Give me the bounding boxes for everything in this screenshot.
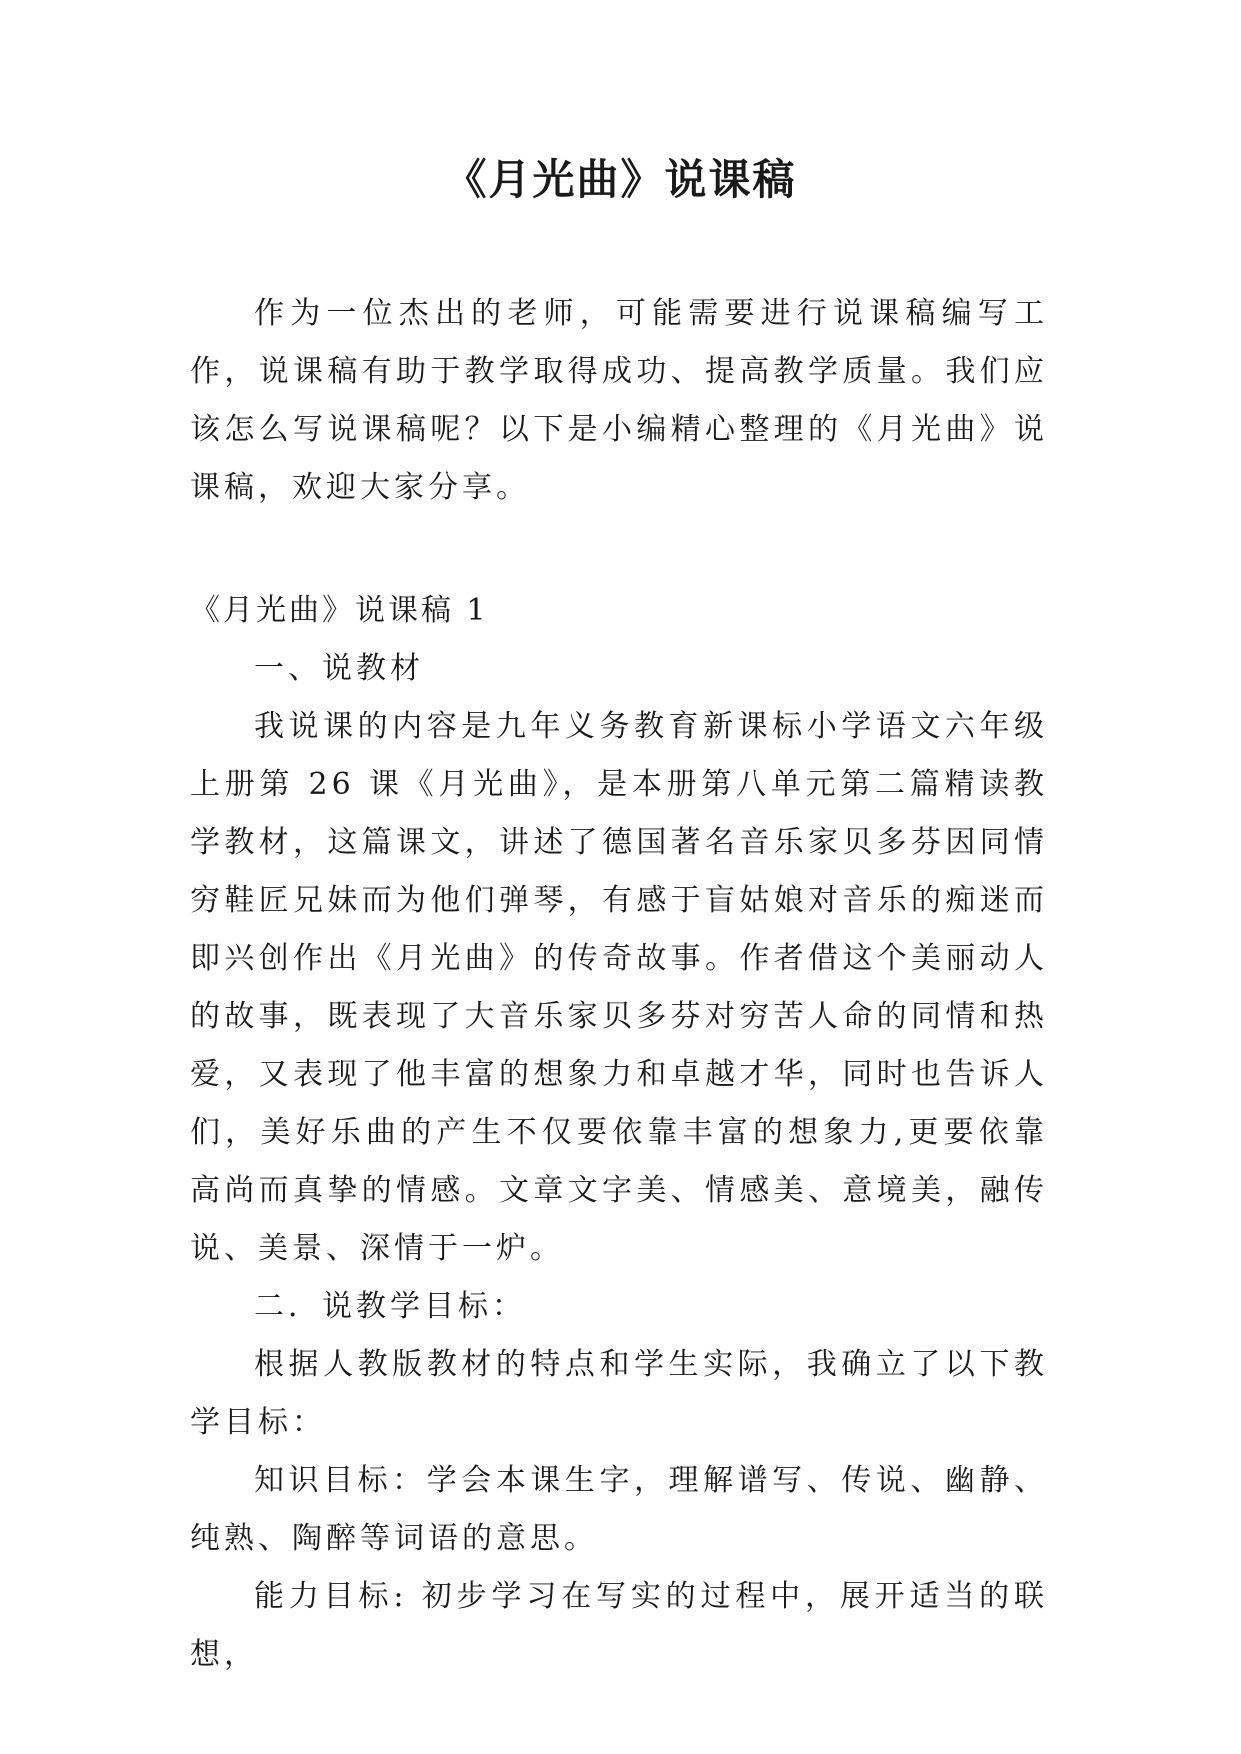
intro-block bbox=[190, 285, 1048, 517]
document-title: 《月光曲》说课稿 bbox=[444, 155, 797, 204]
section-title: 《月光曲》说课稿 1 bbox=[190, 593, 489, 628]
heading-teaching-goals: 二．说教学目标： bbox=[254, 1289, 526, 1324]
paragraph-teaching-material: 我说课的内容是九年义务教育新课标小学语文六年级上册第 26 课《月光曲》，是本册第八单元第二篇精读教学教材，这篇课文，讲述了德国著名音乐家贝多芬因同情穷鞋匠兄妹而为他们弹琴，有感于盲姑娘对音乐的痴迷而即兴创作出《月光曲》的传奇故事。作者借这个美丽动人的故事，既表现了大音乐家贝多芬对穷苦人命的同情和热爱，又表现了他丰富的想象力和卓越才华，同时也告诉人们，美好乐曲的产生不仅要依靠丰富的想象力,更要依靠高尚而真挚的情感。文章文字美、情感美、意境美，融传说、美景、深情于一炉。 bbox=[190, 709, 1048, 1266]
intro-paragraph: 作为一位杰出的老师，可能需要进行说课稿编写工作，说课稿有助于教学取得成功、提高教学质量。我们应该怎么写说课稿呢？以下是小编精心整理的《月光曲》说课稿，欢迎大家分享。 bbox=[190, 296, 1048, 505]
content-block bbox=[190, 582, 1048, 1684]
paragraph-knowledge-goal: 知识目标：学会本课生字，理解谱写、传说、幽静、纯熟、陶醉等词语的意思。 bbox=[190, 1463, 1048, 1556]
paragraph-goals-intro: 根据人教版教材的特点和学生实际，我确立了以下教学目标： bbox=[190, 1347, 1048, 1440]
paragraph-ability-goal: 能力目标: 初步学习在写实的过程中，展开适当的联想， bbox=[190, 1579, 1048, 1672]
heading-teaching-material: 一、说教材 bbox=[254, 651, 424, 686]
